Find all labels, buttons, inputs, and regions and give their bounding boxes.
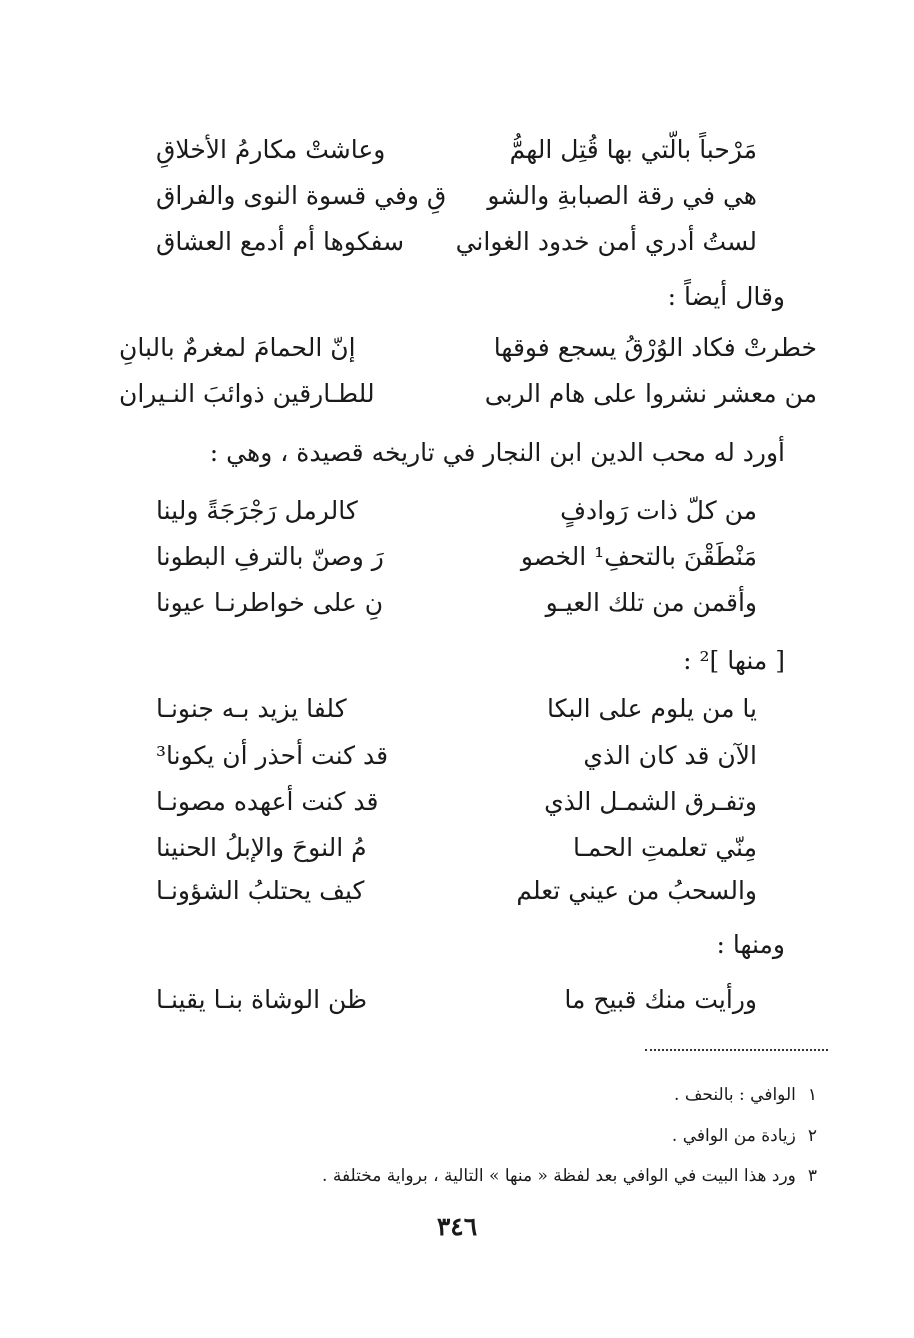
section-intro: ومنها : — [716, 929, 785, 959]
verse-first-hemistich: هي في رقة الصبابةِ والشو — [487, 180, 757, 210]
poem-verse — [156, 779, 757, 823]
verse-second-hemistich: رَ وصنّ بالترفِ البطونا — [156, 541, 384, 571]
footnote — [322, 1161, 817, 1191]
footnote-number: ١ — [807, 1085, 817, 1105]
footnote-text: الوافي : بالنحف . — [674, 1085, 796, 1105]
verse-first-hemistich: مَنْطَقْنَ بالتحفِ¹ الخصو — [520, 541, 757, 571]
verse-first-hemistich: من كلّ ذات رَوادفٍ — [560, 495, 757, 525]
verse-first-hemistich: مِنّي تعلمتِ الحمـا — [572, 832, 757, 862]
poem-verse — [156, 977, 757, 1021]
footnote — [674, 1080, 817, 1110]
poem-verse — [156, 219, 757, 263]
verse-first-hemistich: وأقمن من تلك العيـو — [545, 587, 757, 617]
verse-second-hemistich: كيف يحتلبُ الشؤونـا — [156, 875, 365, 905]
verse-second-hemistich: قد كنت أعهده مصونـا — [156, 786, 379, 816]
poem-verse — [156, 580, 757, 624]
page-number: ٣٤٦ — [436, 1212, 478, 1241]
verse-second-hemistich: سفكوها أم أدمع العشاق — [156, 226, 405, 256]
verse-first-hemistich: ورأيت منك قبيح ما — [564, 984, 757, 1014]
poem-verse — [119, 325, 817, 369]
footnote-divider — [645, 1049, 828, 1051]
footnote — [672, 1121, 817, 1151]
poem-verse — [156, 488, 757, 532]
verse-first-hemistich: خطرتْ فكاد الوُرْقُ يسجع فوقها — [493, 332, 817, 362]
poem-verse — [156, 825, 757, 869]
verse-second-hemistich: قِ وفي قسوة النوى والفراق — [156, 180, 447, 210]
verse-second-hemistich: إنّ الحمامَ لمغرمٌ بالبانِ — [119, 332, 356, 362]
verse-first-hemistich: الآن قد كان الذي — [583, 740, 757, 770]
verse-second-hemistich: كلفا يزيد بـه جنونـا — [156, 693, 347, 723]
verse-first-hemistich: والسحبُ من عيني تعلم — [516, 875, 757, 905]
footnote-text: زيادة من الوافي . — [671, 1126, 796, 1146]
poem-verse — [156, 733, 757, 777]
poem-verse — [156, 534, 757, 578]
poem-verse — [119, 371, 817, 415]
verse-first-hemistich: مَرْحباً بالّتي بها قُتِل الهمُّ — [509, 134, 757, 164]
verse-second-hemistich: نِ على خواطرنـا عيونا — [156, 587, 384, 617]
verse-second-hemistich: مُ النوحَ والإبلُ الحنينا — [156, 832, 367, 862]
section-intro: وقال أيضاً : — [667, 281, 785, 311]
verse-second-hemistich: كالرمل رَجْرَجَةً ولينا — [156, 495, 358, 525]
verse-first-hemistich: من معشر نشروا على هام الربى — [484, 378, 817, 408]
poem-verse — [156, 127, 757, 171]
footnote-number: ٣ — [807, 1166, 817, 1186]
verse-second-hemistich: قد كنت أحذر أن يكونا³ — [156, 740, 389, 770]
verse-second-hemistich: للطـارقين ذوائبَ النـيران — [119, 378, 375, 408]
footnote-text: ورد هذا البيت في الوافي بعد لفظة « منها » التالية ، برواية مختلفة . — [322, 1166, 796, 1186]
section-intro: [ منها ]² : — [683, 645, 785, 675]
poem-verse — [156, 868, 757, 912]
poem-verse — [156, 686, 757, 730]
verse-first-hemistich: يا من يلوم على البكا — [547, 693, 757, 723]
section-intro: أورد له محب الدين ابن النجار في تاريخه قصيدة ، وهي : — [209, 437, 785, 467]
verse-first-hemistich: لستُ أدري أمن خدود الغواني — [455, 226, 757, 256]
verse-second-hemistich: ظن الوشاة بنـا يقينـا — [156, 984, 367, 1014]
verse-second-hemistich: وعاشتْ مكارمُ الأخلاقِ — [156, 134, 386, 164]
footnote-number: ٢ — [807, 1126, 817, 1146]
verse-first-hemistich: وتفـرق الشمـل الذي — [544, 786, 757, 816]
poem-verse — [156, 173, 757, 217]
